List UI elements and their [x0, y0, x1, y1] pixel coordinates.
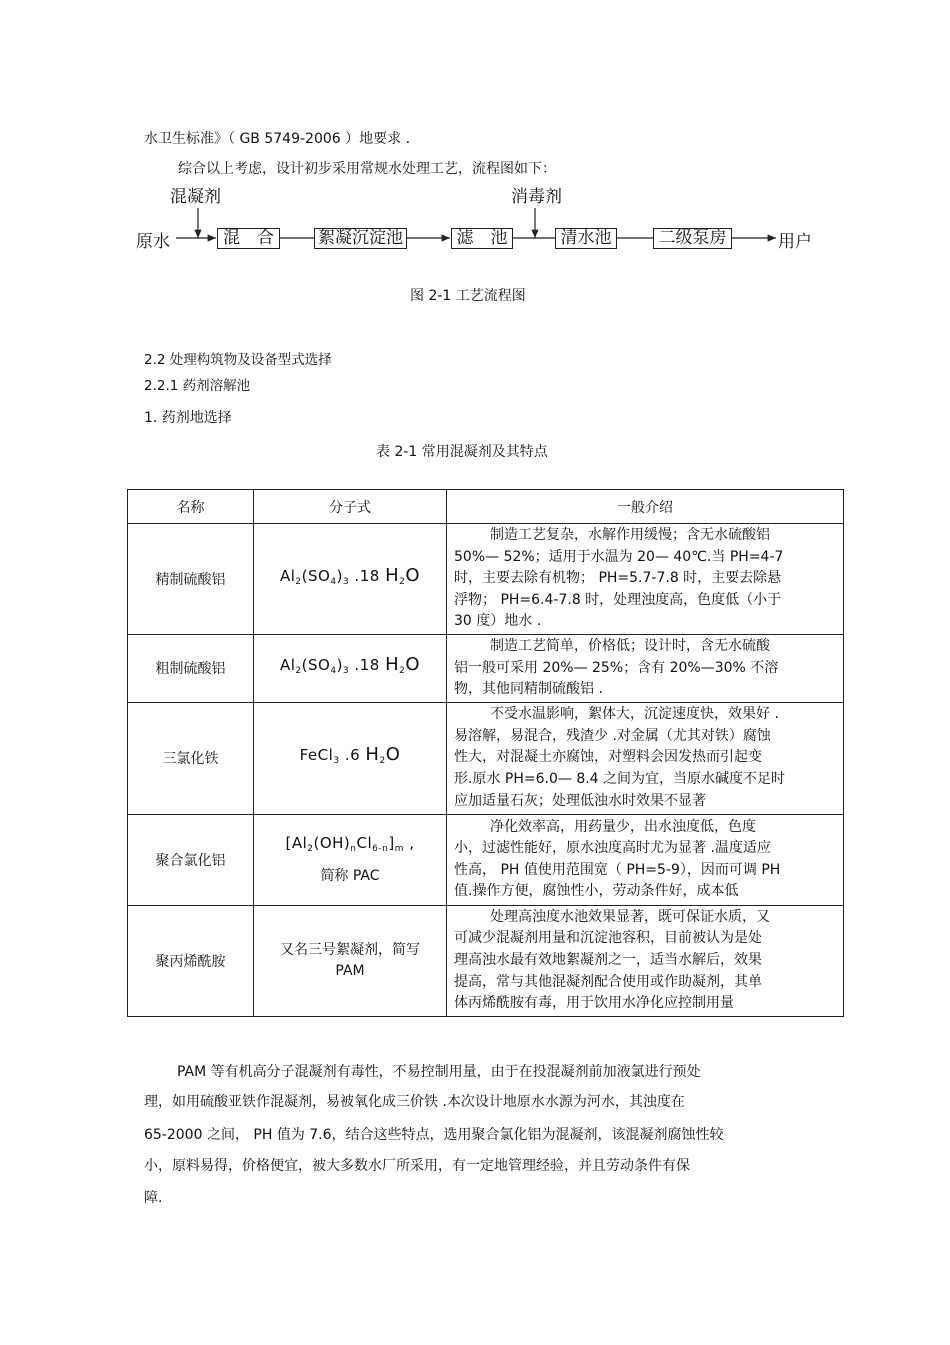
desc-line: 浮物； PH=6.4-7.8 时，处理浊度高，色度低（小于	[454, 591, 782, 608]
chemical-formula: FeCl$_3$ .6 $H_2O$	[299, 744, 401, 767]
desc-line: 性大，对混凝土亦腐蚀，对塑料会因发热而引起变	[454, 749, 762, 766]
source-water-label: 原水	[136, 232, 170, 252]
table-caption: 表 2-1 常用混凝剂及其特点	[376, 444, 548, 460]
desc-line: 制造工艺复杂，水解作用缓慢；含无水硫酸铝	[490, 527, 770, 543]
chemical-formula: $Al_2(SO_4)_3$ .18 $H_2O$	[279, 654, 421, 677]
chemical-formula: $[Al_2(OH)_nCl_{6-n}]_m$ ,	[285, 833, 415, 854]
desc-line: 物，其他同精制硫酸铝 .	[454, 681, 603, 698]
paragraph-line: 小，原料易得，价格便宜，被大多数水厂所采用，有一定地管理经验，并且劳动条件有保	[144, 1158, 690, 1174]
cell-formula	[254, 702, 447, 814]
desc-line: 30 度）地水 .	[454, 613, 542, 630]
table-row	[128, 524, 844, 635]
paragraph-line: PAM 等有机高分子混凝剂有毒性，不易控制用量，由于在投混凝剂前加液氯进行预处	[177, 1064, 701, 1080]
desc-line: 易溶解，易混合，残渣少 .对金属（尤其对铁）腐蚀	[454, 727, 771, 744]
desc-line: 性高， PH 值使用范围宽（ PH=5-9），因而可调 PH	[454, 861, 781, 878]
cell-name: 粗制硫酸铝	[128, 634, 254, 702]
cell-description	[447, 524, 844, 635]
paragraph-line: 障.	[144, 1190, 163, 1206]
cell-description	[447, 702, 844, 814]
user-label: 用户	[778, 232, 812, 252]
cell-formula	[254, 634, 447, 702]
desc-line: 提高，常与其他混凝剂配合使用或作助凝剂，其单	[454, 973, 762, 990]
section-heading-2-2-1: 2.2.1 药剂溶解池	[144, 378, 251, 394]
desc-line: 制造工艺简单，价格低；设计时，含无水硫酸	[490, 637, 770, 654]
flow-box-secondary-pump-house: 二级泵房	[653, 228, 732, 249]
list-item-1: 1. 药剂地选择	[144, 410, 232, 426]
disinfectant-label: 消毒剂	[511, 187, 562, 207]
desc-line: 理高浊水最有效地絮凝剂之一，适当水解后，效果	[454, 951, 762, 968]
intro-line-2: 综合以上考虑，设计初步采用常规水处理工艺，流程图如下：	[178, 161, 556, 177]
chemical-formula: $Al_2(SO_4)_3$ .18 $H_2O$	[279, 564, 421, 587]
desc-line: 净化效率高，用药量少，出水浊度低，色度	[490, 818, 756, 835]
cell-description	[447, 814, 844, 905]
paragraph-line: 理，如用硫酸亚铁作混凝剂，易被氧化成三价铁 .本次设计地原水水源为河水，其浊度在	[144, 1094, 685, 1110]
cell-name: 聚合氯化铝	[128, 814, 254, 905]
formula-text: 又名三号絮凝剂，简写	[280, 941, 420, 958]
desc-line: 50%— 52%；适用于水温为 20— 40℃.当 PH=4-7	[454, 548, 784, 565]
header-description: 一般介绍	[447, 490, 844, 524]
cell-formula	[254, 905, 447, 1016]
coagulant-table	[127, 489, 844, 1017]
desc-line: 时，主要去除有机物； PH=5.7-7.8 时，主要去除悬	[454, 570, 782, 587]
cell-description	[447, 634, 844, 702]
header-formula: 分子式	[254, 490, 447, 524]
flow-box-filter: 滤 池	[451, 228, 513, 249]
desc-line: 形.原水 PH=6.0— 8.4 之间为宜，当原水碱度不足时	[454, 771, 786, 788]
coagulant-label: 混凝剂	[170, 187, 221, 207]
formula-note: 简称 PAC	[320, 867, 380, 884]
figure-caption: 图 2-1 工艺流程图	[410, 288, 526, 304]
formula-text: PAM	[335, 962, 365, 979]
table-row	[128, 702, 844, 814]
table-row	[128, 634, 844, 702]
cell-name: 三氯化铁	[128, 702, 254, 814]
cell-name: 精制硫酸铝	[128, 524, 254, 635]
table-row	[128, 905, 844, 1016]
flow-box-clear-water-tank: 清水池	[555, 228, 617, 249]
cell-formula	[254, 814, 447, 905]
section-heading-2-2: 2.2 处理构筑物及设备型式选择	[144, 352, 332, 368]
desc-line: 可减少混凝剂用量和沉淀池容积，目前被认为是处	[454, 930, 762, 947]
cell-name: 聚丙烯酰胺	[128, 905, 254, 1016]
cell-formula	[254, 524, 447, 635]
desc-line: 体丙烯酰胺有毒，用于饮用水净化应控制用量	[454, 995, 734, 1012]
desc-line: 不受水温影响，絮体大，沉淀速度快，效果好 .	[490, 706, 779, 723]
desc-line: 值.操作方便，腐蚀性小，劳动条件好，成本低	[454, 883, 739, 900]
paragraph-line: 65-2000 之间， PH 值为 7.6，结合这些特点，选用聚合氯化铝为混凝剂，该混凝剂腐蚀性较	[144, 1127, 724, 1143]
intro-line-1: 水卫生标准》（ GB 5749-2006 ）地要求 .	[144, 131, 411, 147]
cell-description	[447, 905, 844, 1016]
table-row	[128, 814, 844, 905]
flow-box-flocculation-sedimentation: 絮凝沉淀池	[314, 228, 407, 249]
header-name: 名称	[128, 490, 254, 524]
desc-line: 处理高浊度水池效果显著，既可保证水质，又	[490, 908, 770, 925]
desc-line: 应加适量石灰；处理低浊水时效果不显著	[454, 792, 706, 809]
desc-line: 小，过滤性能好，原水浊度高时尤为显著 .温度适应	[454, 840, 771, 857]
flow-box-mixing: 混 合	[217, 228, 280, 249]
table-header-row	[128, 490, 844, 524]
desc-line: 铝一般可采用 20%— 25%；含有 20%—30% 不溶	[454, 659, 779, 676]
